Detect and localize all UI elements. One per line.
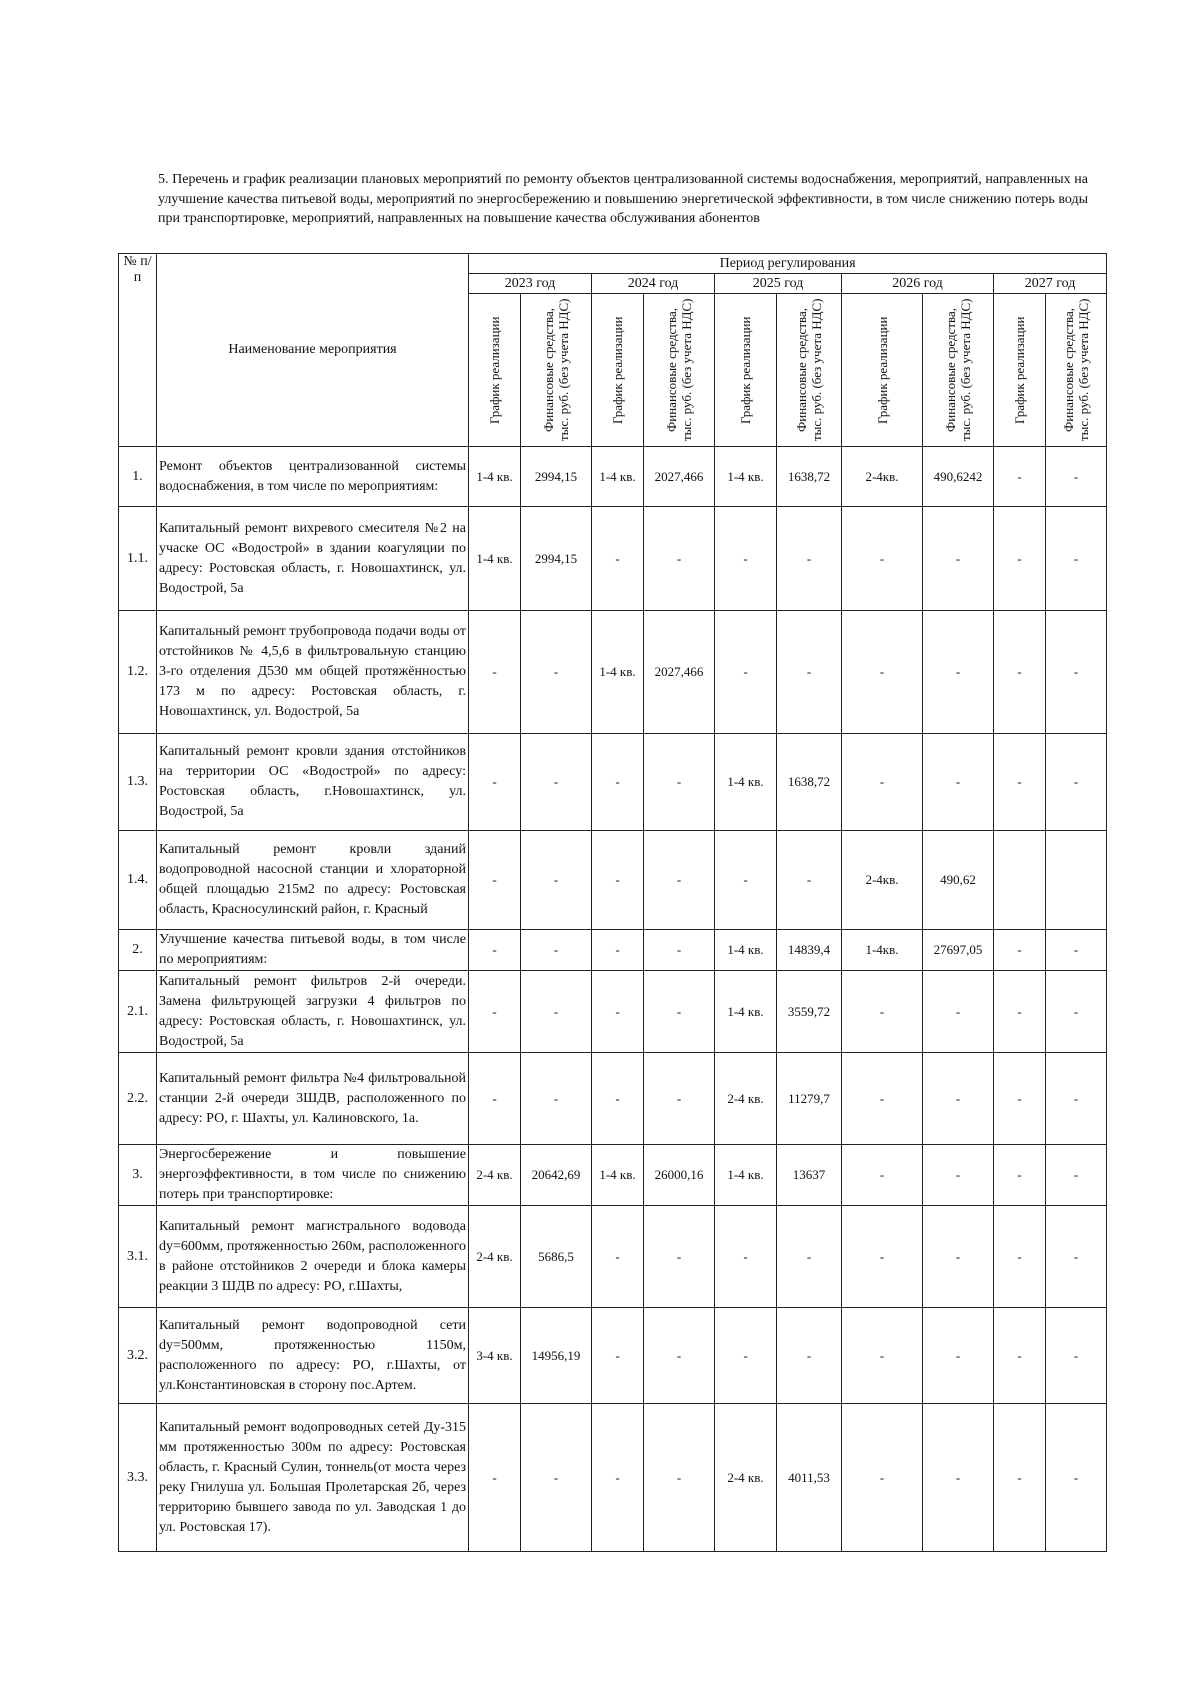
header-schedule — [994, 294, 1046, 447]
finance-cell: - — [1046, 1404, 1107, 1552]
schedule-cell: - — [842, 1145, 923, 1206]
schedule-cell: - — [842, 1206, 923, 1308]
header-schedule-label: График реализации — [738, 316, 753, 424]
schedule-cell: - — [592, 1053, 644, 1145]
table-row — [119, 611, 1107, 734]
measure-name: Капитальный ремонт трубопровода подачи воды от отстойников № 4,5,6 в фильтровальную станцию 3-го отделения Д530 мм общей протяжённостью 173 м по адресу: Ростовская область, г. Новошахтинск, ул. Водострой, 5а — [157, 611, 469, 734]
finance-cell: 14956,19 — [521, 1308, 592, 1404]
measure-name: Улучшение качества питьевой воды, в том числе по мероприятиям: — [157, 930, 469, 971]
schedule-cell: - — [469, 971, 521, 1053]
intro-paragraph: 5. Перечень и график реализации плановых мероприятий по ремонту объектов централизованной системы водоснабжения, мероприятий, направленных на улучшение качества питьевой воды, мероприятий по энергосбережению и повышению энергетической эффективности, в том числе снижению потерь воды при транспортировке, мероприятий, направленных на повышение качества обслуживания абонентов — [158, 172, 1088, 226]
finance-cell: 14839,4 — [777, 930, 842, 971]
header-finance — [777, 294, 842, 447]
finance-cell: - — [923, 1404, 994, 1552]
header-finance — [644, 294, 715, 447]
schedule-cell: - — [715, 1308, 777, 1404]
schedule-cell: 1-4 кв. — [715, 734, 777, 831]
finance-cell: - — [644, 1308, 715, 1404]
header-num: № п/п — [119, 254, 157, 447]
finance-cell: 1638,72 — [777, 447, 842, 507]
header-schedule — [469, 294, 521, 447]
finance-cell: - — [521, 831, 592, 930]
schedule-cell: 3-4 кв. — [469, 1308, 521, 1404]
schedule-cell: - — [842, 971, 923, 1053]
finance-cell: - — [1046, 507, 1107, 611]
finance-cell: 13637 — [777, 1145, 842, 1206]
finance-cell: - — [923, 1308, 994, 1404]
finance-cell: - — [644, 507, 715, 611]
finance-cell: 490,6242 — [923, 447, 994, 507]
schedule-cell: - — [994, 611, 1046, 734]
header-year-2027: 2027 год — [994, 274, 1107, 294]
schedule-cell: - — [592, 507, 644, 611]
finance-cell: - — [923, 1206, 994, 1308]
row-number: 3. — [119, 1145, 157, 1206]
header-year-2024: 2024 год — [592, 274, 715, 294]
finance-cell: - — [1046, 971, 1107, 1053]
schedule-cell: - — [715, 831, 777, 930]
header-finance — [521, 294, 592, 447]
schedule-cell: - — [842, 611, 923, 734]
schedule-cell: 1-4 кв. — [715, 930, 777, 971]
schedule-cell: - — [842, 507, 923, 611]
finance-cell: 490,62 — [923, 831, 994, 930]
schedule-cell: - — [994, 1145, 1046, 1206]
schedule-cell: 1-4 кв. — [592, 611, 644, 734]
row-number: 1.1. — [119, 507, 157, 611]
measure-name: Капитальный ремонт кровли зданий водопроводной насосной станции и хлораторной общей площадью 215м2 по адресу: Ростовская область, Красносулинский район, г. Красный — [157, 831, 469, 930]
finance-cell: - — [923, 1145, 994, 1206]
row-number: 3.3. — [119, 1404, 157, 1552]
schedule-cell: - — [469, 1404, 521, 1552]
finance-cell: - — [521, 1053, 592, 1145]
schedule-cell: - — [592, 971, 644, 1053]
schedule-cell: - — [592, 1206, 644, 1308]
finance-cell: 20642,69 — [521, 1145, 592, 1206]
header-finance-label: Финансовые средства, тыс. руб. (без учета НДС) — [794, 298, 824, 442]
measure-name: Капитальный ремонт магистрального водовода dy=600мм, протяженностью 260м, расположенного в районе отстойников 2 очереди и блока камеры реакции 3 ШДВ по адресу: РО, г.Шахты, — [157, 1206, 469, 1308]
measure-name: Капитальный ремонт водопроводных сетей Ду-315 мм протяженностью 300м по адресу: Ростовская область, г. Красный Сулин, тоннель(от моста через реку Гнилуша ул. Большая Пролетарская 2б, через территорию бывшего завода по ул. Заводская 1 до ул. Ростовская 17). — [157, 1404, 469, 1552]
header-finance — [1046, 294, 1107, 447]
finance-cell: - — [777, 611, 842, 734]
schedule-cell: - — [994, 971, 1046, 1053]
header-finance-label: Финансовые средства, тыс. руб. (без учета НДС) — [541, 298, 571, 442]
schedule-cell: - — [592, 1308, 644, 1404]
table-row — [119, 930, 1107, 971]
schedule-cell: - — [715, 1206, 777, 1308]
schedule-cell — [994, 831, 1046, 930]
measure-name: Капитальный ремонт фильтра №4 фильтровальной станции 2-й очереди 3ШДВ, расположенного по адресу: РО, г. Шахты, ул. Калиновского, 1а. — [157, 1053, 469, 1145]
finance-cell: - — [923, 971, 994, 1053]
finance-cell: - — [923, 611, 994, 734]
schedule-cell: - — [842, 1404, 923, 1552]
finance-cell: 27697,05 — [923, 930, 994, 971]
header-name: Наименование мероприятия — [157, 254, 469, 447]
finance-cell: - — [1046, 1206, 1107, 1308]
table-row — [119, 734, 1107, 831]
schedule-cell: - — [994, 1206, 1046, 1308]
finance-cell: - — [644, 1053, 715, 1145]
header-year-2023: 2023 год — [469, 274, 592, 294]
schedule-cell: - — [842, 1053, 923, 1145]
header-finance-label: Финансовые средства, тыс. руб. (без учета НДС) — [943, 298, 973, 442]
header-finance-label: Финансовые средства, тыс. руб. (без учета НДС) — [1061, 298, 1092, 442]
finance-cell: - — [1046, 1308, 1107, 1404]
finance-cell: - — [777, 507, 842, 611]
measure-name: Капитальный ремонт вихревого смесителя №2 на учаске ОС «Водострой» в здании коагуляции по адресу: Ростовская область, г. Новошахтинск, ул. Водострой, 5а — [157, 507, 469, 611]
table-row — [119, 1206, 1107, 1308]
schedule-cell: 1-4 кв. — [592, 1145, 644, 1206]
finance-cell — [1046, 831, 1107, 930]
finance-cell: 11279,7 — [777, 1053, 842, 1145]
schedule-cell: 1-4кв. — [842, 930, 923, 971]
schedule-cell: - — [994, 447, 1046, 507]
header-period: Период регулирования — [469, 254, 1107, 274]
schedule-cell: 2-4кв. — [842, 831, 923, 930]
finance-cell: - — [521, 930, 592, 971]
table-row — [119, 1404, 1107, 1552]
finance-cell: - — [644, 1404, 715, 1552]
finance-cell: - — [1046, 447, 1107, 507]
finance-cell: - — [923, 734, 994, 831]
measure-name: Ремонт объектов централизованной системы водоснабжения, в том числе по мероприятиям: — [157, 447, 469, 507]
schedule-cell: 1-4 кв. — [469, 447, 521, 507]
table-row — [119, 507, 1107, 611]
row-number: 2.2. — [119, 1053, 157, 1145]
finance-cell: - — [1046, 930, 1107, 971]
header-schedule-label: График реализации — [874, 316, 890, 424]
schedule-cell: 1-4 кв. — [469, 507, 521, 611]
finance-cell: - — [644, 1206, 715, 1308]
row-number: 1. — [119, 447, 157, 507]
row-number: 2. — [119, 930, 157, 971]
measure-name: Капитальный ремонт фильтров 2-й очереди. Замена фильтрующей загрузки 4 фильтров по адресу: Ростовская область, г. Новошахтинск, ул. Водострой, 5а — [157, 971, 469, 1053]
schedule-cell: 2-4 кв. — [469, 1145, 521, 1206]
finance-cell: 4011,53 — [777, 1404, 842, 1552]
table-row — [119, 447, 1107, 507]
schedule-cell: 1-4 кв. — [715, 971, 777, 1053]
schedule-cell: 1-4 кв. — [592, 447, 644, 507]
header-schedule — [592, 294, 644, 447]
header-schedule — [715, 294, 777, 447]
measure-name: Энергосбережение и повышение энергоэффективности, в том числе по снижению потерь при транспортировке: — [157, 1145, 469, 1206]
finance-cell: - — [1046, 1053, 1107, 1145]
finance-cell: - — [777, 831, 842, 930]
schedule-cell: 2-4 кв. — [469, 1206, 521, 1308]
finance-cell: - — [644, 734, 715, 831]
schedule-cell: - — [994, 930, 1046, 971]
header-year-2025: 2025 год — [715, 274, 842, 294]
finance-cell: - — [644, 971, 715, 1053]
table-row — [119, 1308, 1107, 1404]
header-schedule-label: График реализации — [487, 316, 502, 424]
finance-cell: - — [923, 1053, 994, 1145]
schedule-cell: - — [469, 831, 521, 930]
schedule-cell: - — [469, 611, 521, 734]
finance-cell: 2994,15 — [521, 447, 592, 507]
schedule-cell: - — [592, 930, 644, 971]
row-number: 1.3. — [119, 734, 157, 831]
finance-cell: - — [521, 971, 592, 1053]
schedule-cell: - — [842, 1308, 923, 1404]
header-finance — [923, 294, 994, 447]
schedule-cell: - — [994, 1053, 1046, 1145]
finance-cell: - — [521, 1404, 592, 1552]
schedule-cell: - — [842, 734, 923, 831]
schedule-cell: 2-4кв. — [842, 447, 923, 507]
header-year-2026: 2026 год — [842, 274, 994, 294]
finance-cell: 2027,466 — [644, 447, 715, 507]
schedule-cell: - — [469, 930, 521, 971]
finance-cell: - — [644, 930, 715, 971]
finance-cell: 1638,72 — [777, 734, 842, 831]
schedule-cell: - — [469, 734, 521, 831]
schedule-cell: - — [592, 831, 644, 930]
finance-cell: 2027,466 — [644, 611, 715, 734]
schedule-cell: - — [592, 1404, 644, 1552]
measure-name: Капитальный ремонт кровли здания отстойников на территории ОС «Водострой» по адресу: Ростовская область, г.Новошахтинск, ул. Водострой, 5а — [157, 734, 469, 831]
schedule-cell: 1-4 кв. — [715, 447, 777, 507]
header-schedule — [842, 294, 923, 447]
schedule-cell: 2-4 кв. — [715, 1053, 777, 1145]
table-row — [119, 1053, 1107, 1145]
measure-name: Капитальный ремонт водопроводной сети dy=500мм, протяженностью 1150м, расположенного по адресу: РО, г.Шахты, от ул.Константиновская в сторону пос.Артем. — [157, 1308, 469, 1404]
schedule-cell: - — [994, 734, 1046, 831]
finance-cell: - — [777, 1308, 842, 1404]
schedule-cell: 1-4 кв. — [715, 1145, 777, 1206]
finance-cell: 26000,16 — [644, 1145, 715, 1206]
finance-cell: 3559,72 — [777, 971, 842, 1053]
table-row — [119, 831, 1107, 930]
finance-cell: - — [777, 1206, 842, 1308]
schedule-cell: - — [592, 734, 644, 831]
schedule-cell: - — [469, 1053, 521, 1145]
schedule-cell: - — [715, 507, 777, 611]
table-row — [119, 971, 1107, 1053]
header-finance-label: Финансовые средства, тыс. руб. (без учета НДС) — [664, 298, 694, 442]
schedule-cell: - — [994, 1404, 1046, 1552]
schedule-table — [118, 253, 1107, 1552]
schedule-cell: - — [715, 611, 777, 734]
row-number: 2.1. — [119, 971, 157, 1053]
finance-cell: 2994,15 — [521, 507, 592, 611]
finance-cell: - — [1046, 611, 1107, 734]
table-row — [119, 1145, 1107, 1206]
row-number: 1.2. — [119, 611, 157, 734]
schedule-cell: 2-4 кв. — [715, 1404, 777, 1552]
schedule-cell: - — [994, 507, 1046, 611]
header-schedule-label: График реализации — [610, 316, 625, 424]
schedule-cell: - — [994, 1308, 1046, 1404]
row-number: 3.1. — [119, 1206, 157, 1308]
row-number: 3.2. — [119, 1308, 157, 1404]
row-number: 1.4. — [119, 831, 157, 930]
finance-cell: - — [644, 831, 715, 930]
finance-cell: - — [1046, 734, 1107, 831]
finance-cell: 5686,5 — [521, 1206, 592, 1308]
finance-cell: - — [1046, 1145, 1107, 1206]
finance-cell: - — [923, 507, 994, 611]
header-schedule-label: График реализации — [1012, 316, 1027, 424]
finance-cell: - — [521, 734, 592, 831]
finance-cell: - — [521, 611, 592, 734]
